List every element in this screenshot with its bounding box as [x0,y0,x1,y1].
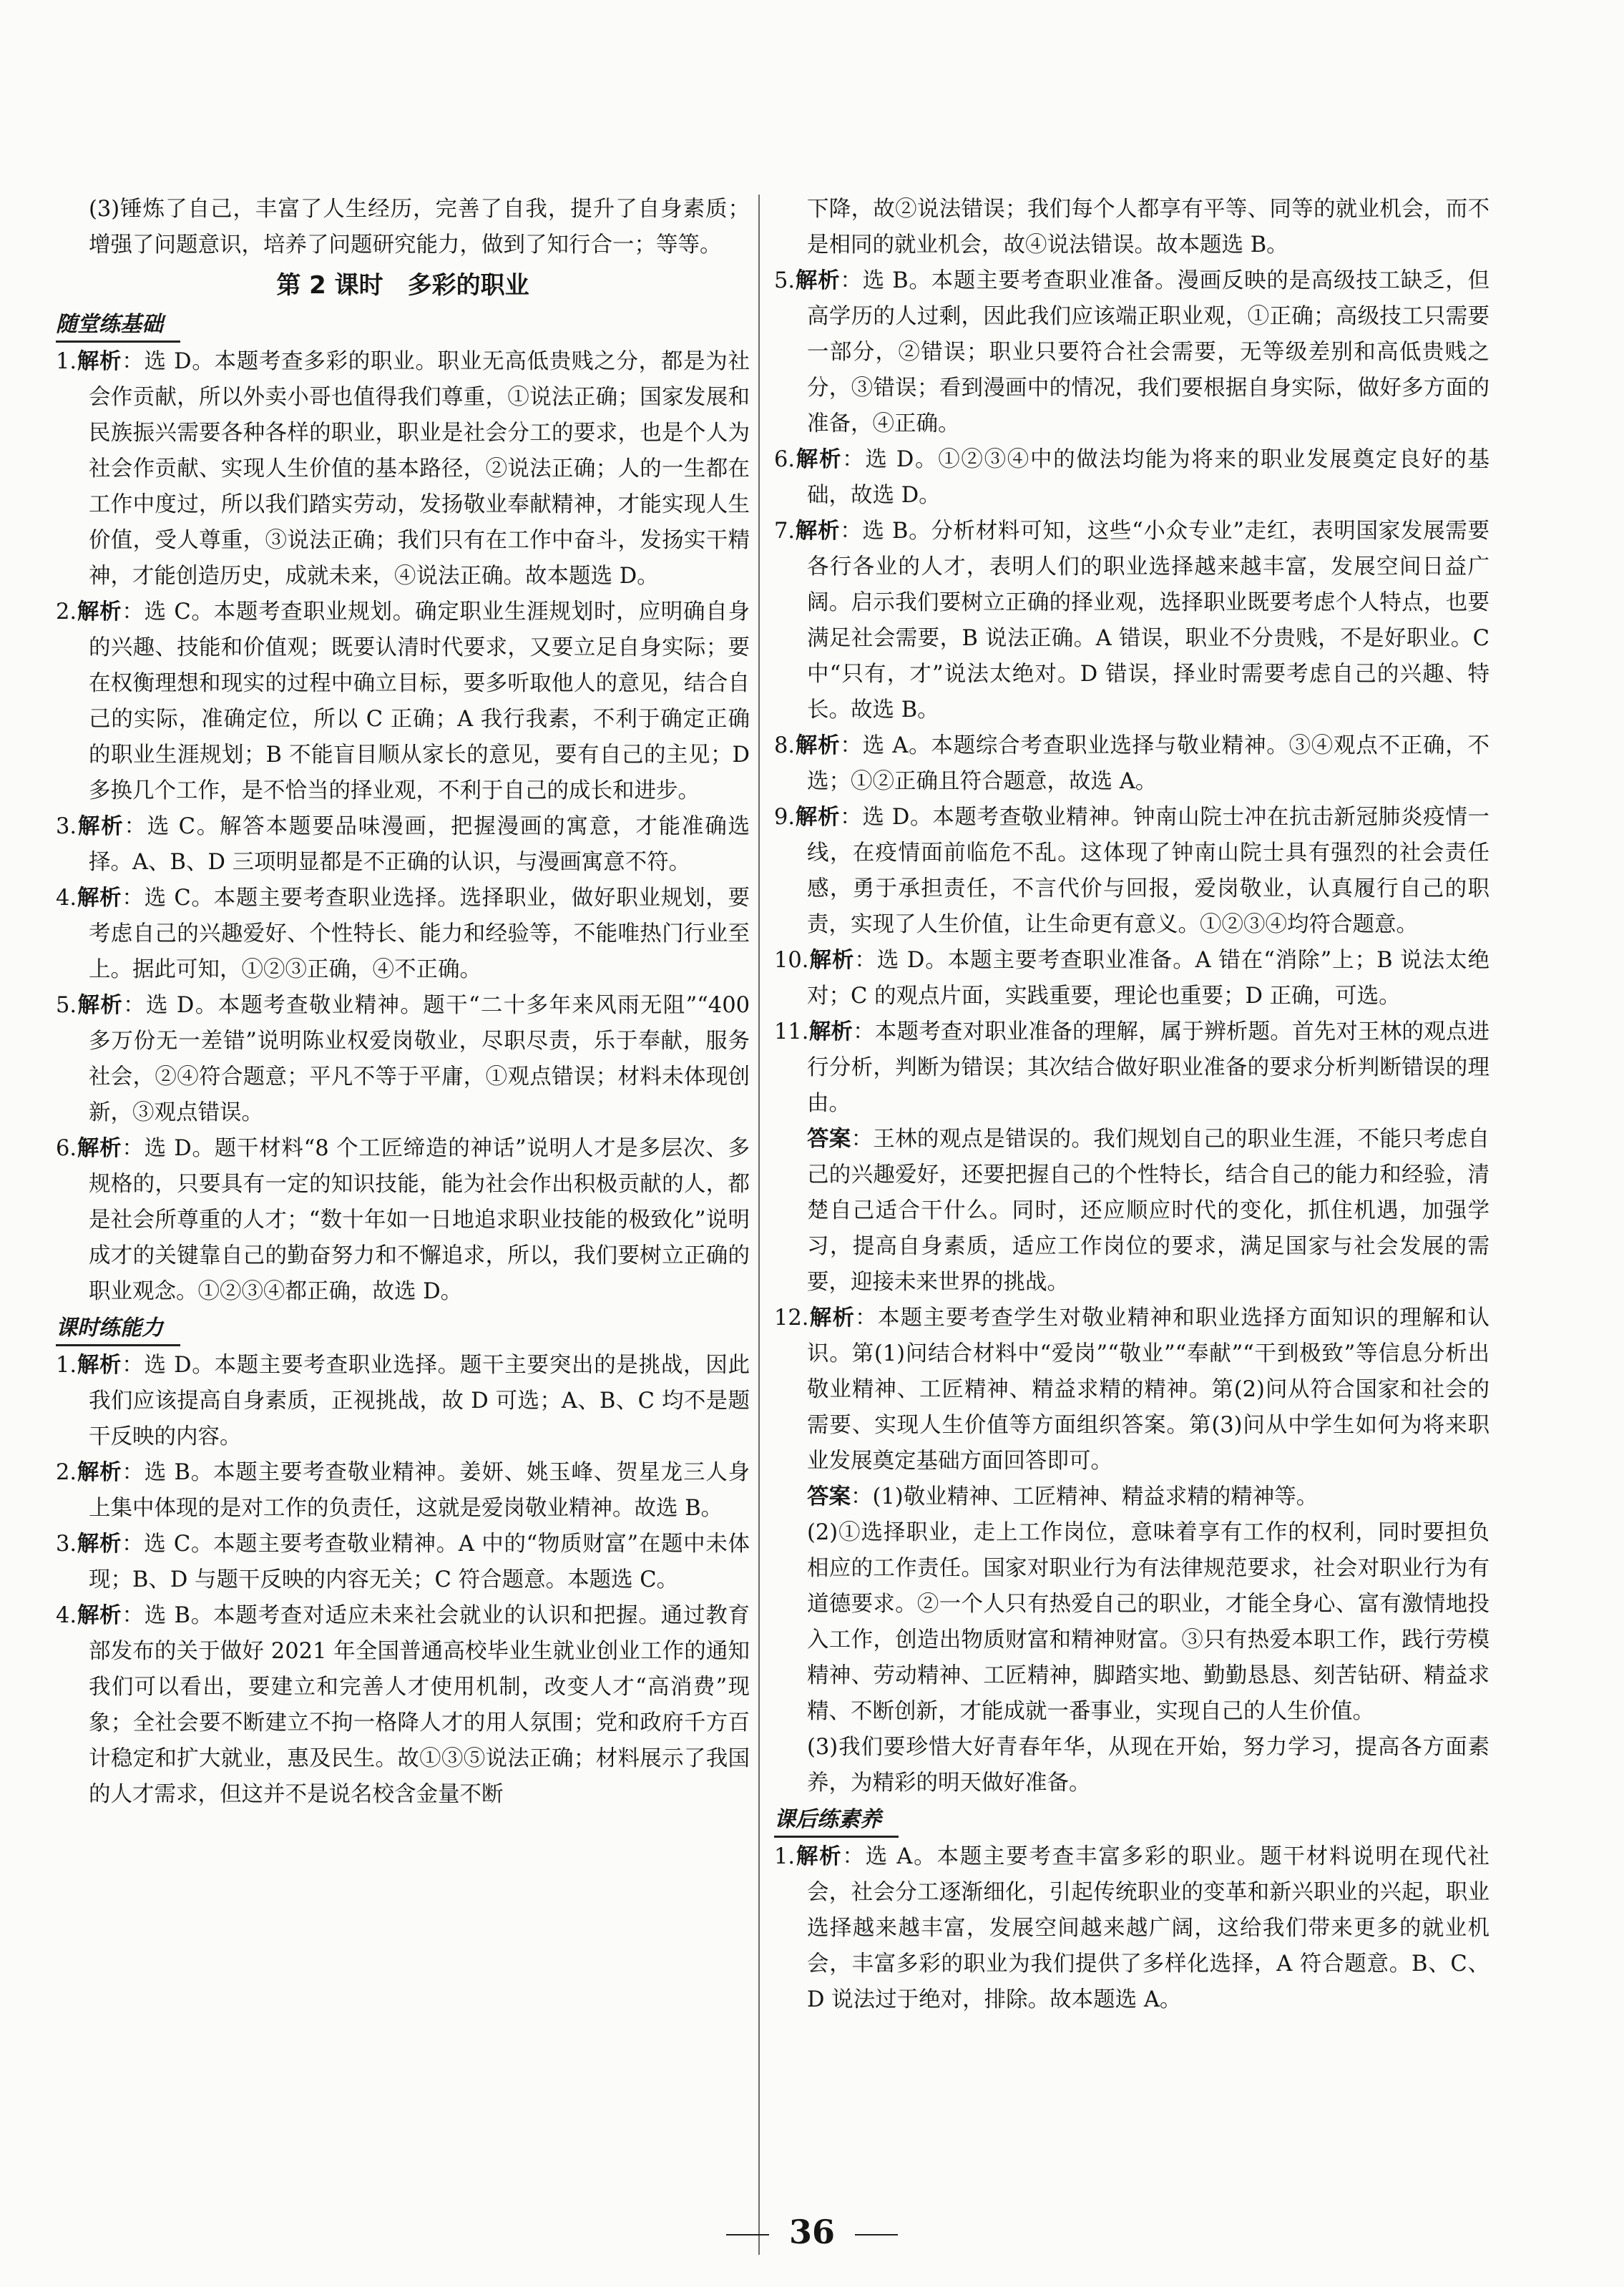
right-column [774,192,1490,2018]
page-number-dash [855,2234,898,2235]
list-item: 1.解析：选 D。本题考查多彩的职业。职业无高低贵贱之分，都是为社会作贡献，所以外卖小哥也值得我们尊重，①说法正确；国家发展和民族振兴需要各种各样的职业，职业是社会分工的要求，也是个人为社会作贡献、实现人生价值的基本路径，②说法正确；人的一生都在工作中度过，所以我们踏实劳动，发扬敬业奉献精神，才能实现人生价值，受人尊重，③说法正确；我们只有在工作中奋斗，发扬实干精神，才能创造历史，成就未来，④说法正确。故本题选 D。 [56,349,750,589]
list-item: 10.解析：选 D。本题主要考查职业准备。A 错在“消除”上；B 说法太绝对；C 的观点片面，实践重要，理论也重要；D 正确，可选。 [774,948,1490,1009]
section-title-literacy: 课后练素养 [774,1804,899,1838]
list-item: 12.解析：本题主要考查学生对敬业精神和职业选择方面知识的理解和认识。第(1)问结合材料中“爱岗”“敬业”“奉献”“干到极致”等信息分析出敬业精神、工匠精神、精益求精的精神。第(2)问从符合国家和社会的需要、实现人生价值等方面组织答案。第(3)问从中学生如何为将来职业发展奠定基础方面回答即可。 [774,1306,1490,1474]
list-item: 9.解析：选 D。本题考查敬业精神。钟南山院士冲在抗击新冠肺炎疫情一线，在疫情面前临危不乱。这体现了钟南山院士具有强烈的社会责任感，勇于承担责任，不言代价与回报，爱岗敬业，认真履行自己的职责，实现了人生价值，让生命更有意义。①②③④均符合题意。 [774,805,1490,937]
list-item: 7.解析：选 B。分析材料可知，这些“小众专业”走红，表明国家发展需要各行各业的人才，表明人们的职业选择越来越丰富，发展空间日益广阔。启示我们要树立正确的择业观，选择职业既要考虑个人特点，也要满足社会需要，B 说法正确。A 错误，职业不分贵贱，不是好职业。C 中“只有，才”说法太绝对。D 错误，择业时需要考虑自己的兴趣、特长。故选 B。 [774,519,1490,723]
section3-list [774,1839,1490,2018]
list-item: 11.解析：本题考查对职业准备的理解，属于辨析题。首先对王林的观点进行分析，判断为错误；其次结合做好职业准备的要求分析判断错误的理由。 [774,1019,1490,1116]
list-item: 4.解析：选 B。本题考查对适应未来社会就业的认识和把握。通过教育部发布的关于做好 2021 年全国普通高校毕业生就业创业工作的通知我们可以看出，要建立和完善人才使用机制，改变人才“高消费”现象；全社会要不断建立不拘一格降人才的用人氛围；党和政府千方百计稳定和扩大就业，惠及民生。故①③⑤说法正确；材料展示了我国的人才需求，但这并不是说名校含金量不断 [56,1603,750,1807]
page-number [0,2210,1624,2253]
answer-paragraph: (3)我们要珍惜大好青春年华，从现在开始，努力学习，提高各方面素养，为精彩的明天做好准备。 [807,1735,1490,1796]
lesson-title: 第 2 课时 多彩的职业 [276,271,529,300]
list-item: 8.解析：选 A。本题综合考查职业选择与敬业精神。③④观点不正确，不选；①②正确且符合题意，故选 A。 [774,733,1490,794]
section2-list [56,1348,750,1813]
list-item: 5.解析：选 D。本题考查敬业精神。题干“二十多年来风雨无阻”“400 多万份无一差错”说明陈业权爱岗敬业，尽职尽责，乐于奉献，服务社会，②④符合题意；平凡不等于平庸，①观点错误；材料未体现创新，③观点错误。 [56,993,750,1125]
list-item: 4.解析：选 C。本题主要考查职业选择。选择职业，做好职业规划，要考虑自己的兴趣爱好、个性特长、能力和经验等，不能唯热门行业至上。据此可知，①②③正确，④不正确。 [56,886,750,982]
list-item: 5.解析：选 B。本题主要考查职业准备。漫画反映的是高级技工缺乏，但高学历的人过剩，因此我们应该端正职业观，①正确；高级技工只需要一部分，②错误；职业只要符合社会需要，无等级差别和高低贵贱之分，③错误；看到漫画中的情况，我们要根据自身实际，做好多方面的准备，④正确。 [774,268,1490,436]
section-title-basic: 随堂练基础 [56,309,180,343]
section-title-ability: 课时练能力 [56,1313,180,1346]
list-item: 6.解析：选 D。①②③④中的做法均能为将来的职业发展奠定良好的基础，故选 D。 [774,447,1490,508]
continued-paragraph: 下降，故②说法错误；我们每个人都享有平等、同等的就业机会，而不是相同的就业机会，故④说法错误。故本题选 B。 [807,197,1490,258]
list-item: 3.解析：选 C。本题主要考查敬业精神。A 中的“物质财富”在题中未体现；B、D 与题干反映的内容无关；C 符合题意。本题选 C。 [56,1532,750,1592]
list-item: 2.解析：选 B。本题主要考查敬业精神。姜妍、姚玉峰、贺星龙三人身上集中体现的是对工作的负责任，这就是爱岗敬业精神。故选 B。 [56,1460,750,1521]
answer-paragraph: 答案：(1)敬业精神、工匠精神、精益求精的精神等。 [807,1484,1319,1509]
column-divider [758,195,760,2255]
intro-paragraph: (3)锤炼了自己，丰富了人生经历，完善了自我，提升了自身素质；增强了问题意识，培养了问题研究能力，做到了知行合一；等等。 [89,197,750,258]
page-number-dash [726,2234,769,2235]
right-list [774,263,1490,1801]
list-item: 1.解析：选 D。本题主要考查职业选择。题干主要突出的是挑战，因此我们应该提高自身素质，正视挑战，故 D 可选；A、B、C 均不是题干反映的内容。 [56,1353,750,1449]
list-item: 1.解析：选 A。本题主要考查丰富多彩的职业。题干材料说明在现代社会，社会分工逐渐细化，引起传统职业的变革和新兴职业的兴起，职业选择越来越丰富，发展空间越来越广阔，这给我们带来更多的就业机会，丰富多彩的职业为我们提供了多样化选择，A 符合题意。B、C、D 说法过于绝对，排除。故本题选 A。 [774,1844,1490,2012]
list-item: 3.解析：选 C。解答本题要品味漫画，把握漫画的寓意，才能准确选择。A、B、D 三项明显都是不正确的认识，与漫画寓意不符。 [56,814,750,875]
list-item: 2.解析：选 C。本题考查职业规划。确定职业生涯规划时，应明确自身的兴趣、技能和价值观；既要认清时代要求，又要立足自身实际；要在权衡理想和现实的过程中确立目标，要多听取他人的意见，结合自己的实际，准确定位，所以 C 正确；A 我行我素，不利于确定正确的职业生涯规划；B 不能盲目顺从家长的意见，要有自己的主见；D 多换几个工作，是不恰当的择业观，不利于自己的成长和进步。 [56,599,750,803]
page-number-text: 36 [788,2213,835,2251]
answer-paragraph: (2)①选择职业，走上工作岗位，意味着享有工作的权利，同时要担负相应的工作责任。国家对职业行为有法律规范要求，社会对职业行为有道德要求。②一个人只有热爱自己的职业，才能全身心、富有激情地投入工作，创造出物质财富和精神财富。③只有热爱本职工作，践行劳模精神、劳动精神、工匠精神，脚踏实地、勤勤恳恳、刻苦钻研、精益求精、不断创新，才能成就一番事业，实现自己的人生价值。 [807,1520,1490,1724]
left-column [56,192,750,1813]
list-item: 6.解析：选 D。题干材料“8 个工匠缔造的神话”说明人才是多层次、多规格的，只要具有一定的知识技能，能为社会作出积极贡献的人，都是社会所尊重的人才；“数十年如一日地追求职业技能的极致化”说明成才的关键靠自己的勤奋努力和不懈追求，所以，我们要树立正确的职业观念。①②③④都正确，故选 D。 [56,1136,750,1304]
section1-list [56,344,750,1310]
answer-paragraph: 答案：王林的观点是错误的。我们规划自己的职业生涯，不能只考虑自己的兴趣爱好，还要把握自己的个性特长，结合自己的能力和经验，清楚自己适合干什么。同时，还应顺应时代的变化，抓住机遇，加强学习，提高自身素质，适应工作岗位的要求，满足国家与社会发展的需要，迎接未来世界的挑战。 [807,1127,1490,1295]
